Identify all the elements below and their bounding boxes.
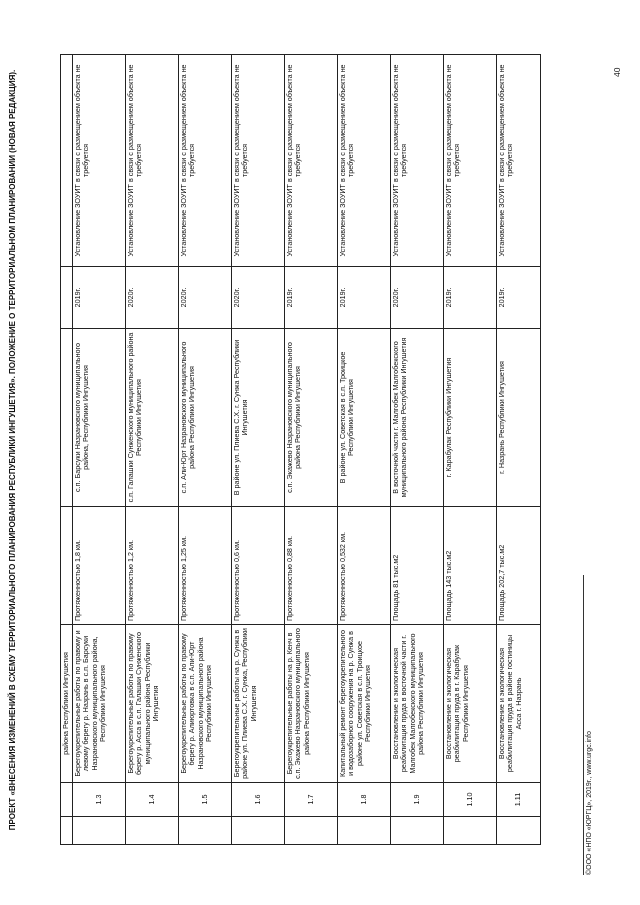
- document-title: ПРОЕКТ «ВНЕСЕНИЯ ИЗМЕНЕНИЙ В СХЕМУ ТЕРРИТОРИАЛЬНОГО ПЛАНИРОВАНИЯ РЕСПУБЛИКИ ИНГУШЕТИЯ». ПОЛОЖЕНИЕ О ТЕРРИТОРИАЛЬНОМ ПЛАНИРОВАНИИ (НОВАЯ РЕДАКЦИЯ).: [8, 69, 17, 831]
- object-location: В восточной части г. Малгобек Малгобекского муниципального района Республики Ингушетия: [391, 329, 444, 507]
- table-row: [61, 55, 73, 845]
- table-row: [285, 55, 338, 845]
- implementation-year: 2020г.: [232, 267, 285, 329]
- object-name: Восстановление и экологическая реабилитация пруда в г. Карабулак Республики Ингушетия: [444, 625, 497, 783]
- table-row: [497, 55, 541, 845]
- zone-note: Установление ЗОУИТ в связи с размещением объекта не требуется: [179, 55, 232, 267]
- object-name: Восстановление и экологическая реабилитация пруда в восточной части г. Малгобек Малгобекского муниципального района Республики Ингушетия: [391, 625, 444, 783]
- zone-note: Установление ЗОУИТ в связи с размещением объекта не требуется: [126, 55, 179, 267]
- row-number: 1.3: [73, 783, 126, 817]
- object-parameter: Протяженностью 1,2 км.: [126, 507, 179, 625]
- row-number: 1.9: [391, 783, 444, 817]
- implementation-year: 2019г.: [73, 267, 126, 329]
- object-parameter: Площадь 81 тыс.м2: [391, 507, 444, 625]
- row-number: 1.5: [179, 783, 232, 817]
- object-name: Берегоукрепительные работы по правому берегу р. Алиюртовка в с.п. Али-Юрт Назрановского муниципального района Республики Ингушетия: [179, 625, 232, 783]
- implementation-year: 2019г.: [497, 267, 541, 329]
- table-row: [444, 55, 497, 845]
- zone-note: Установление ЗОУИТ в связи с размещением объекта не требуется: [73, 55, 126, 267]
- implementation-year: 2019г.: [338, 267, 391, 329]
- zone-note: Установление ЗОУИТ в связи с размещением объекта не требуется: [285, 55, 338, 267]
- table-row: [126, 55, 179, 845]
- table-row: [391, 55, 444, 845]
- footer-copyright: ©ООО «НПО «ЮРГЦ», 2019г., www.urgc.info: [583, 575, 593, 875]
- object-parameter: Площадь 202,7 тыс.м2: [497, 507, 541, 625]
- row-number: 1.10: [444, 783, 497, 817]
- object-name: района Республики Ингушетия: [61, 625, 73, 783]
- table-row: [338, 55, 391, 845]
- row-number: 1.8: [338, 783, 391, 817]
- object-location: с.п. Али-Юрт Назрановского муниципального района Республики Ингушетия: [179, 329, 232, 507]
- object-name: Берегоукрепительные работы на р. Сунжа в районе ул. Плиева С.Х. г. Сунжа, Республики Ингушетия: [232, 625, 285, 783]
- implementation-year: 2019г.: [285, 267, 338, 329]
- table-row: [179, 55, 232, 845]
- object-location: с.п. Экажево Назрановского муниципального района Республики Ингушетия: [285, 329, 338, 507]
- object-location: г. Назрань Республики Ингушетия: [497, 329, 541, 507]
- row-number: 1.11: [497, 783, 541, 817]
- implementation-year: 2020г.: [126, 267, 179, 329]
- zone-note: Установление ЗОУИТ в связи с размещением объекта не требуется: [497, 55, 541, 267]
- object-name: Берегоукрепительные работы по правому и левому берегу р. Назрань в с.п. Барсуки Назрановского муниципального района, Республики Ингушетия: [73, 625, 126, 783]
- object-name: Берегоукрепительные работы по правому берегу р. Асса в с.п. Галашки Сунженского муниципального района Республики Ингушетия: [126, 625, 179, 783]
- row-number: 1.6: [232, 783, 285, 817]
- row-number: 1.4: [126, 783, 179, 817]
- object-parameter: Протяженностью 1,25 км.: [179, 507, 232, 625]
- object-parameter: Протяженностью 0,6 км.: [232, 507, 285, 625]
- table-row: [232, 55, 285, 845]
- object-location: с.п. Барсуки Назрановского муниципального района, Республики Ингушетия: [73, 329, 126, 507]
- objects-table: [60, 54, 541, 845]
- implementation-year: 2019г.: [444, 267, 497, 329]
- row-number: 1.7: [285, 783, 338, 817]
- object-name: Восстановление и экологическая реабилитация пруда в районе гостиницы Асса г. Назрань: [497, 625, 541, 783]
- object-location: В районе ул. Советская в с.п. Троицкое Республики Ингушетия: [338, 329, 391, 507]
- object-parameter: Протяженностью 0,532 км.: [338, 507, 391, 625]
- zone-note: Установление ЗОУИТ в связи с размещением объекта не требуется: [232, 55, 285, 267]
- object-name: Берегоукрепительные работы на р. Кенч в с.п. Экажево Назрановского муниципального района Республики Ингушетия: [285, 625, 338, 783]
- zone-note: Установление ЗОУИТ в связи с размещением объекта не требуется: [444, 55, 497, 267]
- object-parameter: Площадь 143 тыс.м2: [444, 507, 497, 625]
- zone-note: Установление ЗОУИТ в связи с размещением объекта не требуется: [338, 55, 391, 267]
- object-parameter: Протяженностью 0,88 км.: [285, 507, 338, 625]
- zone-note: Установление ЗОУИТ в связи с размещением объекта не требуется: [391, 55, 444, 267]
- implementation-year: 2020г.: [391, 267, 444, 329]
- table-row: [73, 55, 126, 845]
- object-location: В районе ул. Плиева С.Х. г. Сунжа Республики Ингушетия: [232, 329, 285, 507]
- page-number: 40: [612, 67, 622, 77]
- object-location: г. Карабулак Республики Ингушетия: [444, 329, 497, 507]
- object-location: с.п. Галашки Сунженского муниципального района Республики Ингушетия: [126, 329, 179, 507]
- object-name: Капитальный ремонт берегоукрепительного и водозаборного сооружения на р. Сунжа в районе ул. Советская в с.п. Троицкое Республики Ингушетия: [338, 625, 391, 783]
- object-parameter: Протяженностью 1,8 км.: [73, 507, 126, 625]
- implementation-year: 2020г.: [179, 267, 232, 329]
